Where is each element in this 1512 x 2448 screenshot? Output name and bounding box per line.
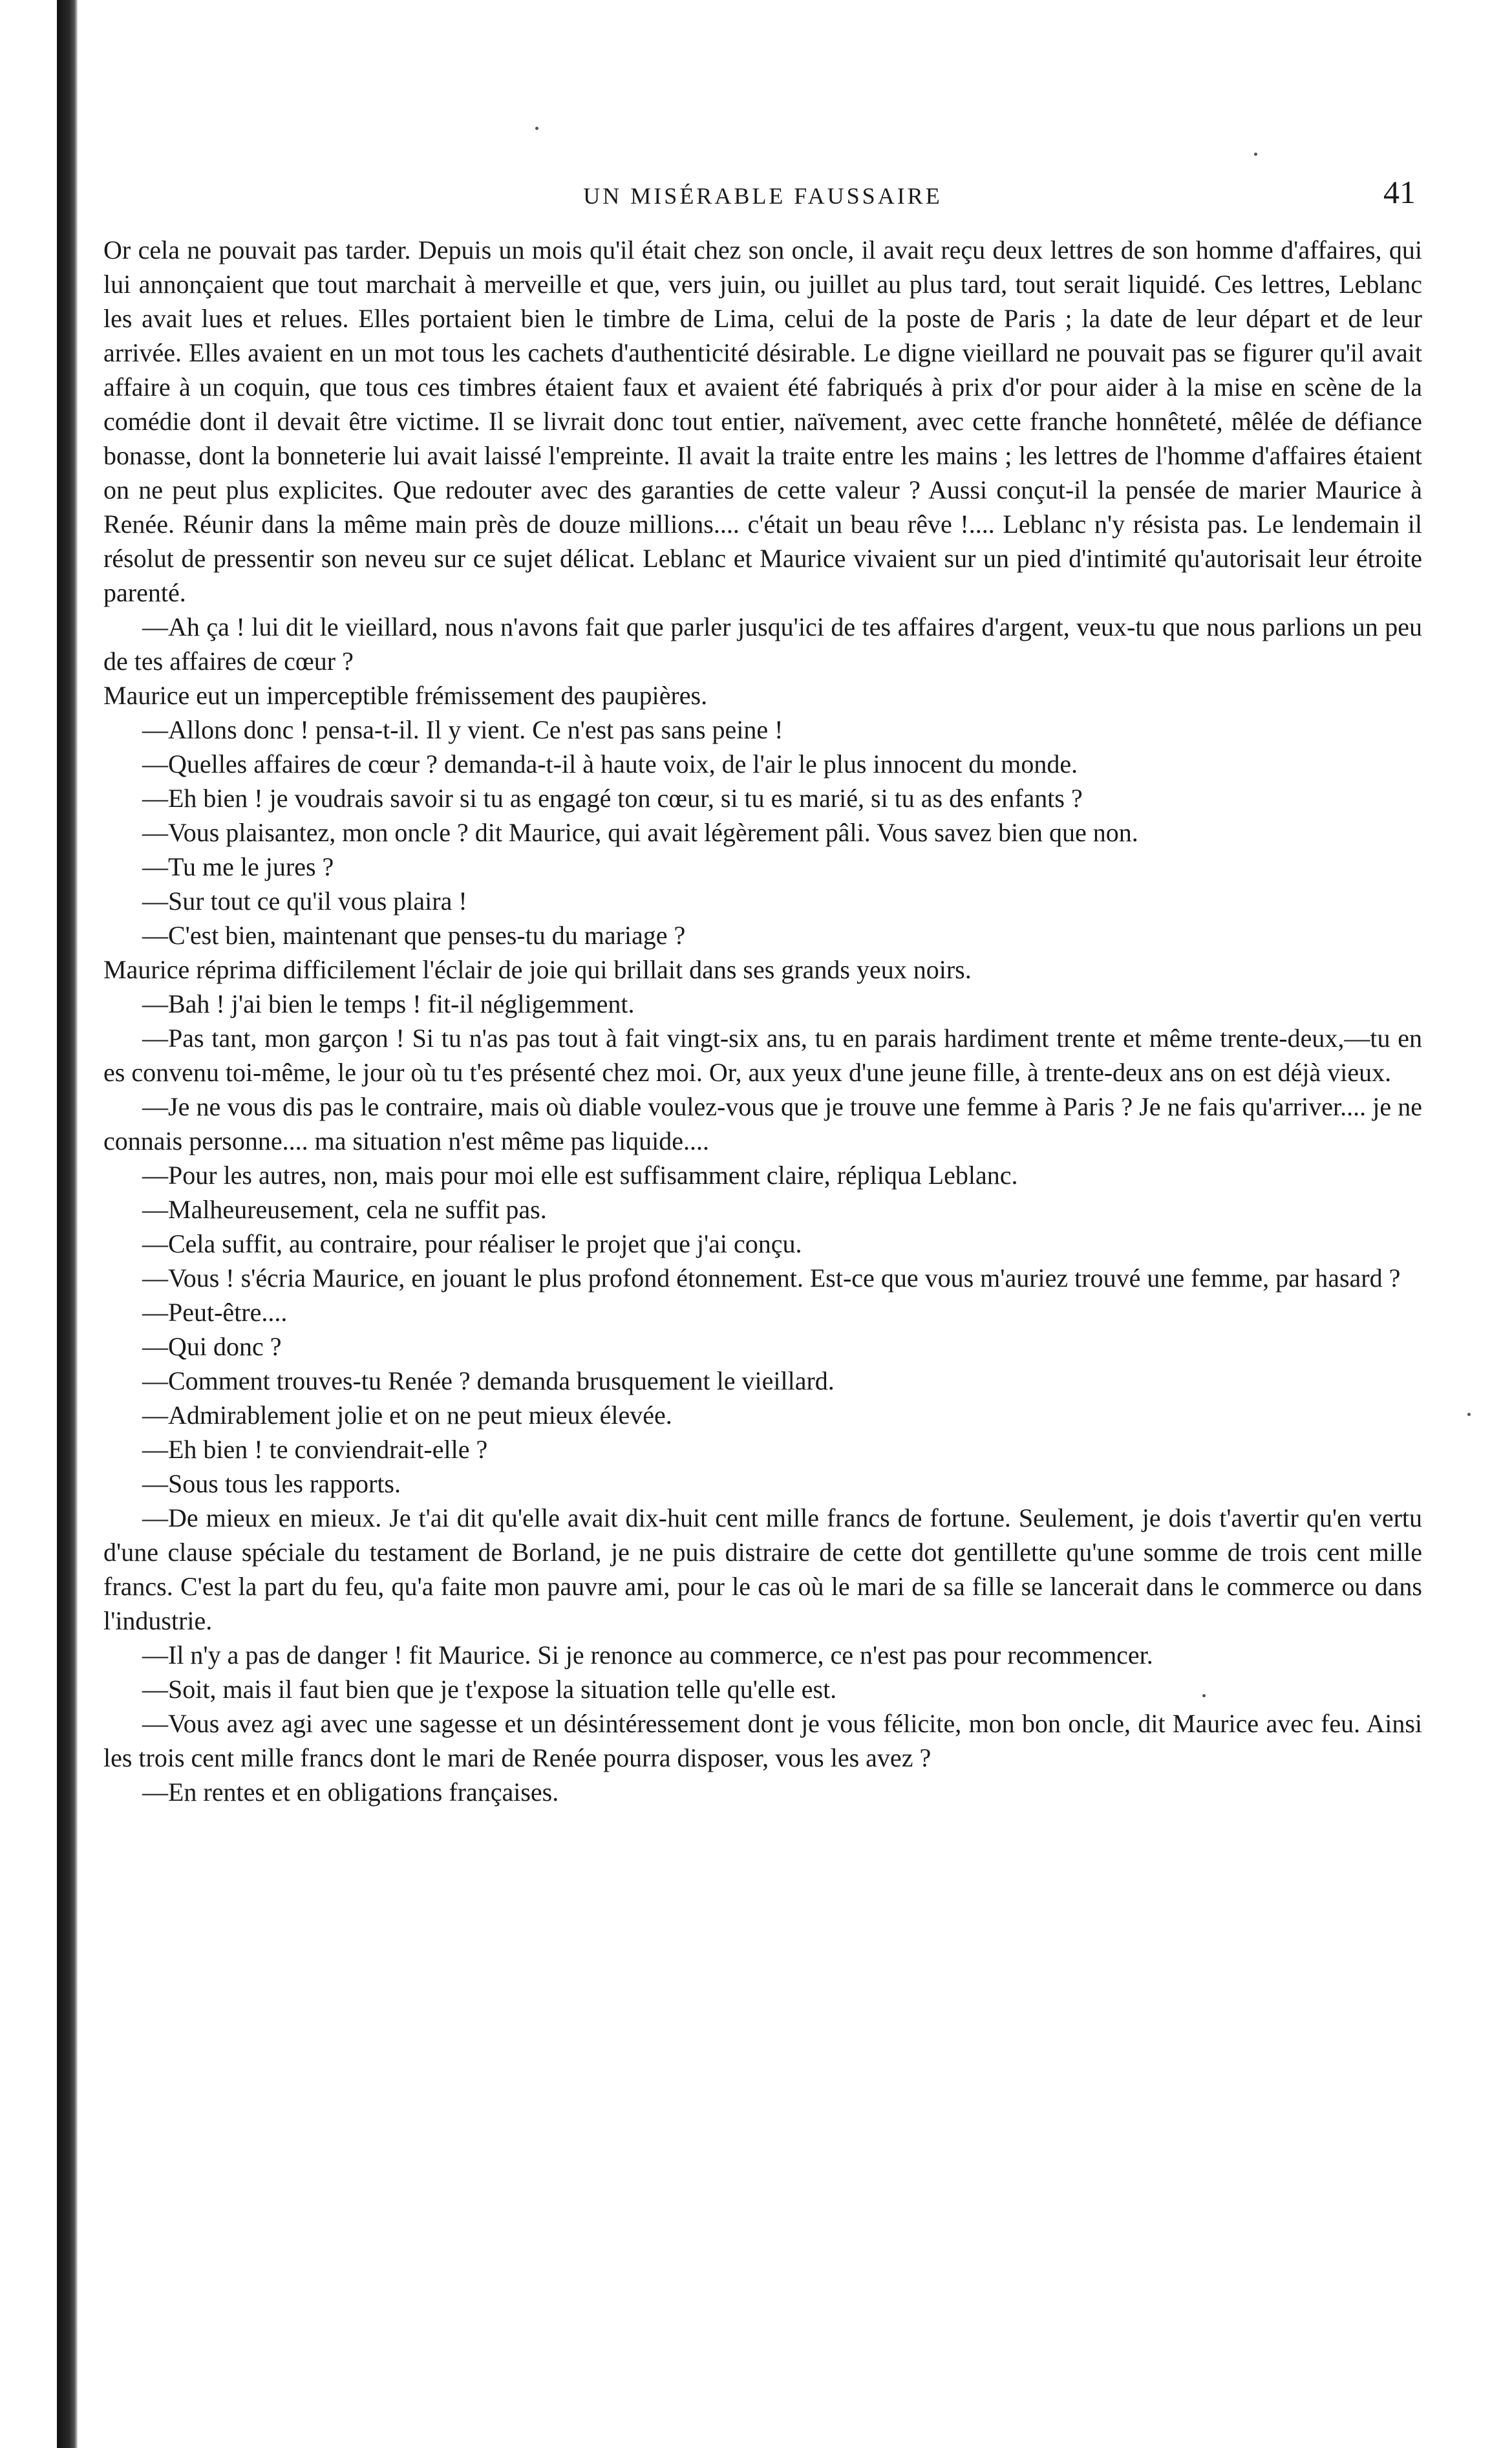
page-number: 41: [1383, 174, 1416, 210]
paragraph: —Sur tout ce qu'il vous plaira !: [142, 886, 467, 916]
running-title: UN MISÉRABLE FAUSSAIRE: [583, 183, 942, 209]
paragraph: —Malheureusement, cela ne suffit pas.: [142, 1195, 547, 1224]
scan-speck: [1467, 1413, 1471, 1416]
paragraph: —Eh bien ! je voudrais savoir si tu as engagé ton cœur, si tu es marié, si tu as des enfants ?: [142, 784, 1083, 813]
running-head: [103, 173, 1422, 212]
paragraph: —Soit, mais il faut bien que je t'expose la situation telle qu'elle est.: [142, 1675, 837, 1704]
paragraph: —Quelles affaires de cœur ? demanda-t-il à haute voix, de l'air le plus innocent du monde.: [142, 749, 1078, 778]
paragraph: —Vous ! s'écria Maurice, en jouant le plus profond étonnement. Est-ce que vous m'auriez trouvé une femme, par hasard ?: [142, 1263, 1401, 1293]
book-page: [103, 0, 1422, 2448]
paragraph: —Il n'y a pas de danger ! fit Maurice. Si je renonce au commerce, ce n'est pas pour recommencer.: [142, 1640, 1153, 1670]
paragraph: —Ah ça ! lui dit le vieillard, nous n'avons fait que parler jusqu'ici de tes affaires d'argent, veux-tu que nous parlions un peu de tes affaires de cœur ?: [103, 612, 1422, 676]
paragraph: —Je ne vous dis pas le contraire, mais où diable voulez-vous que je trouve une femme à Paris ? Je ne fais qu'arriver.... je ne connais personne.... ma situation n'est même pas liquide....: [103, 1092, 1422, 1155]
body-text: [103, 233, 1422, 1809]
paragraph: —Pour les autres, non, mais pour moi elle est suffisamment claire, répliqua Leblanc.: [142, 1161, 1018, 1190]
scan-speck: [535, 127, 538, 130]
paragraph: Maurice réprima difficilement l'éclair de joie qui brillait dans ses grands yeux noirs.: [103, 955, 972, 984]
scan-speck: [1202, 1694, 1206, 1697]
scan-speck: [1254, 153, 1257, 156]
scan-binding-edge: [57, 0, 78, 2448]
paragraph: —Admirablement jolie et on ne peut mieux élevée.: [142, 1401, 672, 1430]
paragraph: Maurice eut un imperceptible frémissement des paupières.: [103, 681, 708, 710]
paragraph: —Eh bien ! te conviendrait-elle ?: [142, 1435, 488, 1464]
paragraph: —Pas tant, mon garçon ! Si tu n'as pas tout à fait vingt-six ans, tu en parais hardiment trente et même trente-deux,—tu en es convenu toi-même, le jour où tu t'es présenté chez moi. Or, aux yeux d'une jeune fille, à trente-deux ans on est déjà vieux.: [103, 1024, 1422, 1087]
paragraph: —Vous plaisantez, mon oncle ? dit Maurice, qui avait légèrement pâli. Vous savez bien que non.: [142, 818, 1138, 847]
paragraph: —Cela suffit, au contraire, pour réaliser le projet que j'ai conçu.: [142, 1229, 802, 1258]
paragraph: —En rentes et en obligations françaises.: [142, 1777, 559, 1807]
paragraph: —Tu me le jures ?: [142, 852, 334, 881]
paragraph: —Allons donc ! pensa-t-il. Il y vient. Ce n'est pas sans peine !: [142, 715, 783, 744]
paragraph: —Qui donc ?: [142, 1332, 282, 1361]
paragraph: —Peut-être....: [142, 1298, 288, 1327]
paragraph: —Comment trouves-tu Renée ? demanda brusquement le vieillard.: [142, 1366, 835, 1395]
paragraph: Or cela ne pouvait pas tarder. Depuis un mois qu'il était chez son oncle, il avait reçu deux lettres de son homme d'affaires, qui lui annonçaient que tout marchait à merveille et que, vers juin, ou juillet au plus tard, tout serait liquidé. Ces lettres, Leblanc les avait lues et relues. Elles portaient bien le timbre de Lima, celui de la poste de Paris ; la date de leur départ et de leur arrivée. Elles avaient en un mot tous les cachets d'authenticité désirable. Le digne vieillard ne pouvait pas se figurer qu'il avait affaire à un coquin, que tous ces timbres étaient faux et avaient été fabriqués à prix d'or pour aider à la mise en scène de la comédie dont il devait être victime. Il se livrait donc tout entier, naïvement, avec cette franche honnêteté, mêlée de défiance bonasse, dont la bonneterie lui avait laissé l'empreinte. Il avait la traite entre les mains ; les lettres de l'homme d'affaires étaient on ne peut plus explicites. Que redouter avec des garanties de cette valeur ? Aussi conçut-il la pensée de marier Maurice à Renée. Réunir dans la même main près de douze millions.... c'était un beau rêve !.... Leblanc n'y résista pas. Le lendemain il résolut de pressentir son neveu sur ce sujet délicat. Leblanc et Maurice vivaient sur un pied d'intimité qu'autorisait leur étroite parenté.: [103, 235, 1422, 607]
paragraph: —Vous avez agi avec une sagesse et un désintéressement dont je vous félicite, mon bon oncle, dit Maurice avec feu. Ainsi les trois cent mille francs dont le mari de Renée pourra disposer, vous les avez ?: [103, 1709, 1422, 1772]
paragraph: —Sous tous les rapports.: [142, 1469, 401, 1498]
paragraph: —De mieux en mieux. Je t'ai dit qu'elle avait dix-huit cent mille francs de fortune. Seulement, je dois t'avertir qu'en vertu d'une clause spéciale du testament de Borland, je ne puis distraire de cette dot gentillette qu'une somme de trois cent mille francs. C'est la part du feu, qu'a faite mon pauvre ami, pour le cas où le mari de sa fille se lancerait dans le commerce ou dans l'industrie.: [103, 1503, 1422, 1635]
paragraph: —Bah ! j'ai bien le temps ! fit-il négligemment.: [142, 989, 635, 1018]
paragraph: —C'est bien, maintenant que penses-tu du mariage ?: [142, 921, 686, 950]
